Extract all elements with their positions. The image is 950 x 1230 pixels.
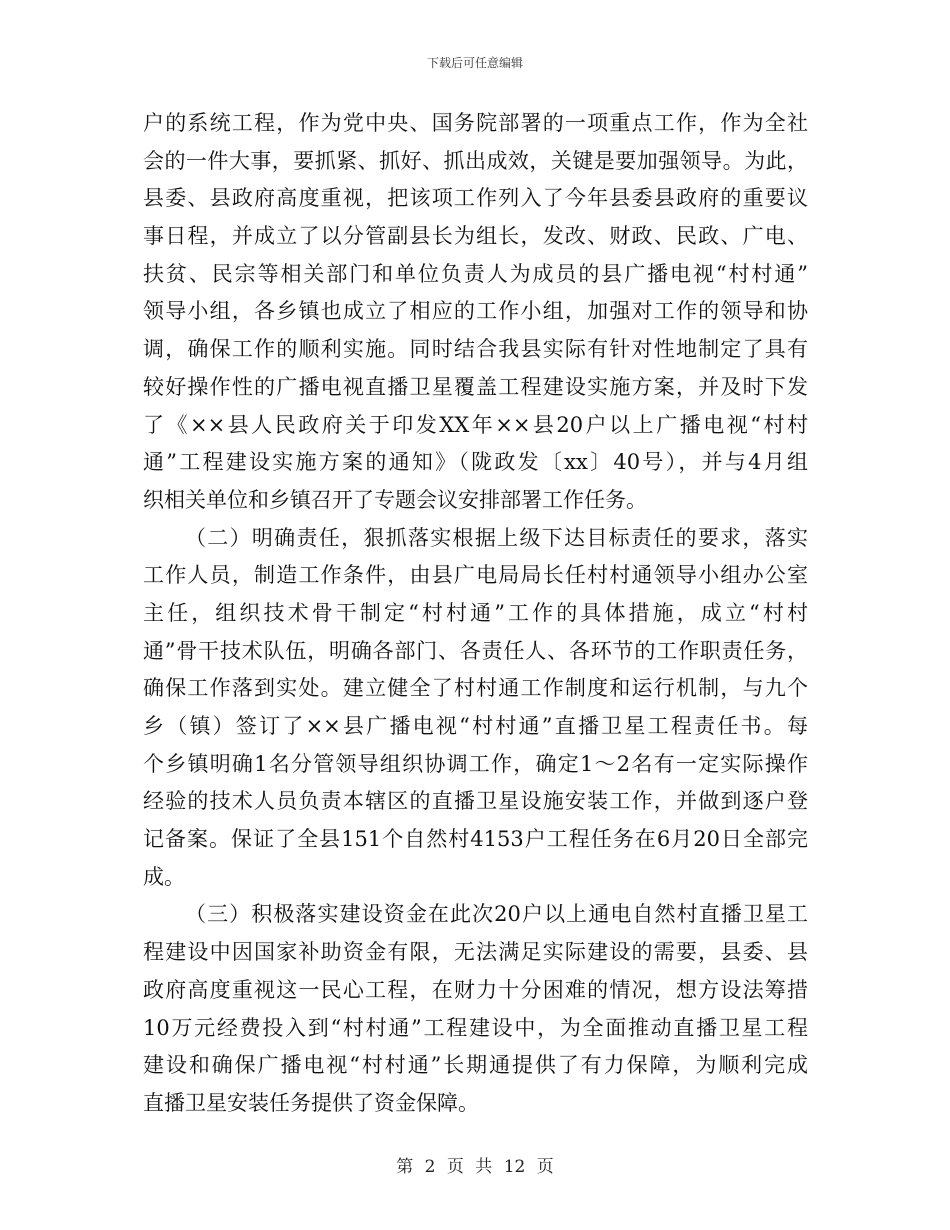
document-body [143, 105, 808, 1123]
body-line: 建设和确保广播电视“村村通”长期通提供了有力保障，为顺利完成 [143, 1053, 808, 1078]
body-line: 成。 [143, 864, 185, 889]
body-line: 程建设中因国家补助资金有限，无法满足实际建设的需要，县委、县 [143, 940, 808, 965]
body-line: 县委、县政府高度重视，把该项工作列入了今年县委县政府的重要议 [143, 186, 808, 211]
body-line: 经验的技术人员负责本辖区的直播卫星设施安装工作，并做到逐户登 [143, 789, 808, 814]
body-line: 会的一件大事，要抓紧、抓好、抓出成效，关键是要加强领导。为此， [143, 148, 808, 173]
body-line: 户的系统工程，作为党中央、国务院部署的一项重点工作，作为全社 [143, 111, 808, 135]
body-line: 乡（镇）签订了××县广播电视“村村通”直播卫星工程责任书。每 [143, 714, 808, 738]
page-header-note: 下载后可任意编辑 [426, 56, 523, 70]
body-line: 确保工作落到实处。建立健全了村村通工作制度和运行机制，与九个 [143, 676, 808, 701]
body-line: 个乡镇明确1名分管领导组织协调工作，确定1～2名有一定实际操作 [143, 751, 808, 776]
body-line: 了《××县人民政府关于印发XX年××县20户以上广播电视“村村 [143, 412, 808, 437]
body-line: 扶贫、民宗等相关部门和单位负责人为成员的县广播电视“村村通” [143, 261, 808, 286]
body-line: 10万元经费投入到“村村通”工程建设中，为全面推动直播卫星工程 [143, 1015, 808, 1040]
body-line: 通”工程建设实施方案的通知》（陇政发〔xx〕40号），并与4月组 [143, 450, 808, 475]
page-number-footer: 第 2 页 共 12 页 [396, 1157, 554, 1177]
body-line: 直播卫星安装任务提供了资金保障。 [143, 1090, 479, 1115]
body-line: 较好操作性的广播电视直播卫星覆盖工程建设实施方案，并及时下发 [143, 374, 808, 399]
body-line: 领导小组，各乡镇也成立了相应的工作小组，加强对工作的领导和协 [143, 299, 808, 324]
body-line: 通”骨干技术队伍，明确各部门、各责任人、各环节的工作职责任务， [143, 638, 808, 663]
body-line: 调，确保工作的顺利实施。同时结合我县实际有针对性地制定了具有 [143, 337, 808, 362]
body-line: 织相关单位和乡镇召开了专题会议安排部署工作任务。 [143, 487, 647, 512]
body-line: 政府高度重视这一民心工程，在财力十分困难的情况，想方设法筹措 [143, 977, 808, 1002]
section-heading-line: （二）明确责任，狠抓落实根据上级下达目标责任的要求，落实 [185, 525, 808, 550]
body-line: 记备案。保证了全县151个自然村4153户工程任务在6月20日全部完 [143, 827, 808, 852]
body-line: 主任，组织技术骨干制定“村村通”工作的具体措施，成立“村村 [143, 600, 808, 625]
body-line: 事日程，并成立了以分管副县长为组长，发改、财政、民政、广电、 [143, 224, 808, 249]
body-line: 工作人员，制造工作条件，由县广电局局长任村村通领导小组办公室 [143, 563, 808, 588]
section-heading-line: （三）积极落实建设资金在此次20户以上通电自然村直播卫星工 [185, 902, 808, 927]
